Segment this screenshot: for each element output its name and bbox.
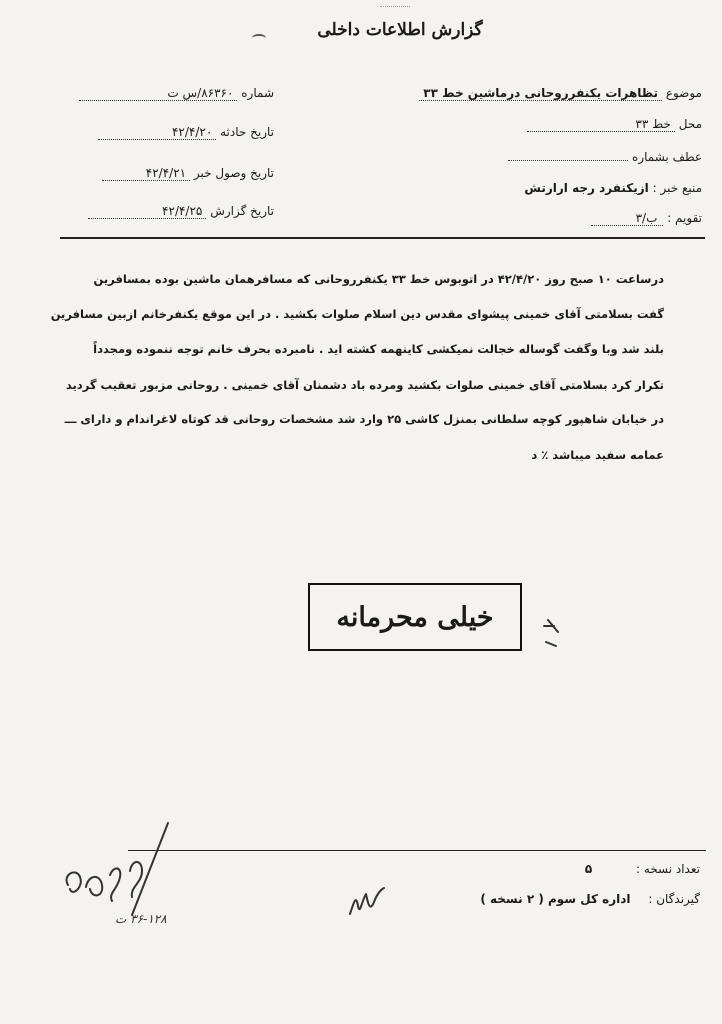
receipt-date-label: تاریخ وصول خبر <box>193 166 274 180</box>
location-value: خط ۳۳ <box>527 117 675 132</box>
faint-ink-mark <box>380 6 410 13</box>
number-value: ۸۶۳۶۰/س ت <box>79 86 237 101</box>
rating-label: تقویم : <box>667 211 702 225</box>
report-title: گزارش اطلاعات داخلی <box>317 20 483 40</box>
pencil-tick-marks <box>540 612 570 652</box>
confidential-stamp: خیلی محرمانه <box>308 583 522 651</box>
copies-row <box>585 862 700 876</box>
subject-row <box>419 86 702 101</box>
report-date-label: تاریخ گزارش <box>210 204 274 218</box>
source-row <box>524 181 702 195</box>
body-line: عمامه سفید میباشد ٪ د <box>531 448 664 462</box>
copies-value: ۵ <box>584 862 593 876</box>
location-label: محل <box>678 117 702 131</box>
body-line: در خیابان شاهپور کوچه سلطانی بمنزل کاشی ۲۵ وارد شد مشخصات روحانی قد کوتاه لاغراندام و دارای ـــ <box>64 412 664 426</box>
number-row <box>79 86 274 101</box>
receipt-date-value: ۴۲/۴/۲۱ <box>102 166 190 181</box>
number-label: شماره <box>241 86 274 100</box>
reference-value-blank <box>508 160 628 161</box>
incident-date-row <box>98 125 274 140</box>
rating-value: ب/۳ <box>591 211 663 226</box>
recipients-value: اداره کل سوم ( ۲ نسخه ) <box>480 892 631 906</box>
recipients-row <box>480 892 700 906</box>
source-value: ازیکنفرد رجه ارارتش <box>524 181 649 195</box>
handwritten-scribble <box>58 815 178 925</box>
header-divider <box>60 237 705 239</box>
incident-date-value: ۴۲/۴/۲۰ <box>98 125 216 140</box>
reference-label: عطف بشماره <box>632 150 702 164</box>
handwritten-signature <box>344 880 394 924</box>
source-label: منبع خبر : <box>652 181 702 195</box>
body-line: تکرار کرد بسلامتی آقای خمینی صلوات بکشید ومرده باد دشمنان آقای خمینی . روحانی مزبور تعقیب گردید <box>65 378 664 392</box>
subject-label: موضوع <box>665 86 702 100</box>
incident-date-label: تاریخ حادثه <box>220 125 274 139</box>
handwritten-reference: ۳۶-۱۲۸ ت <box>115 912 167 926</box>
corner-tick-mark <box>252 34 266 42</box>
rating-row <box>591 211 702 226</box>
report-date-row <box>88 204 274 219</box>
footer-divider <box>128 850 706 851</box>
body-line: بلند شد وبا وگفت گوساله خجالت نمیکشی کاینهمه کشته اید . نامبرده بحرف خانم توجه ننموده ومجدداً <box>93 342 664 356</box>
receipt-date-row <box>102 166 274 181</box>
copies-label: تعداد نسخه : <box>635 862 700 876</box>
report-date-value: ۴۲/۴/۲۵ <box>88 204 206 219</box>
location-row <box>527 117 702 132</box>
recipients-label: گیرندگان : <box>648 892 700 906</box>
body-line: درساعت ۱۰ صبح روز ۴۲/۴/۲۰ در اتوبوس خط ۳۳ یکنفرروحانی که مسافرهمان ماشین بوده بمسافرین <box>93 272 664 286</box>
reference-row <box>508 150 702 164</box>
subject-value: تظاهرات یکنفرروحانی درماشین خط ۳۳ <box>419 86 662 101</box>
body-line: گفت بسلامتی آقای خمینی پیشوای مقدس دین اسلام صلوات بکشید . در این موقع یکنفرخانم ازبین مسافرین <box>50 307 664 321</box>
